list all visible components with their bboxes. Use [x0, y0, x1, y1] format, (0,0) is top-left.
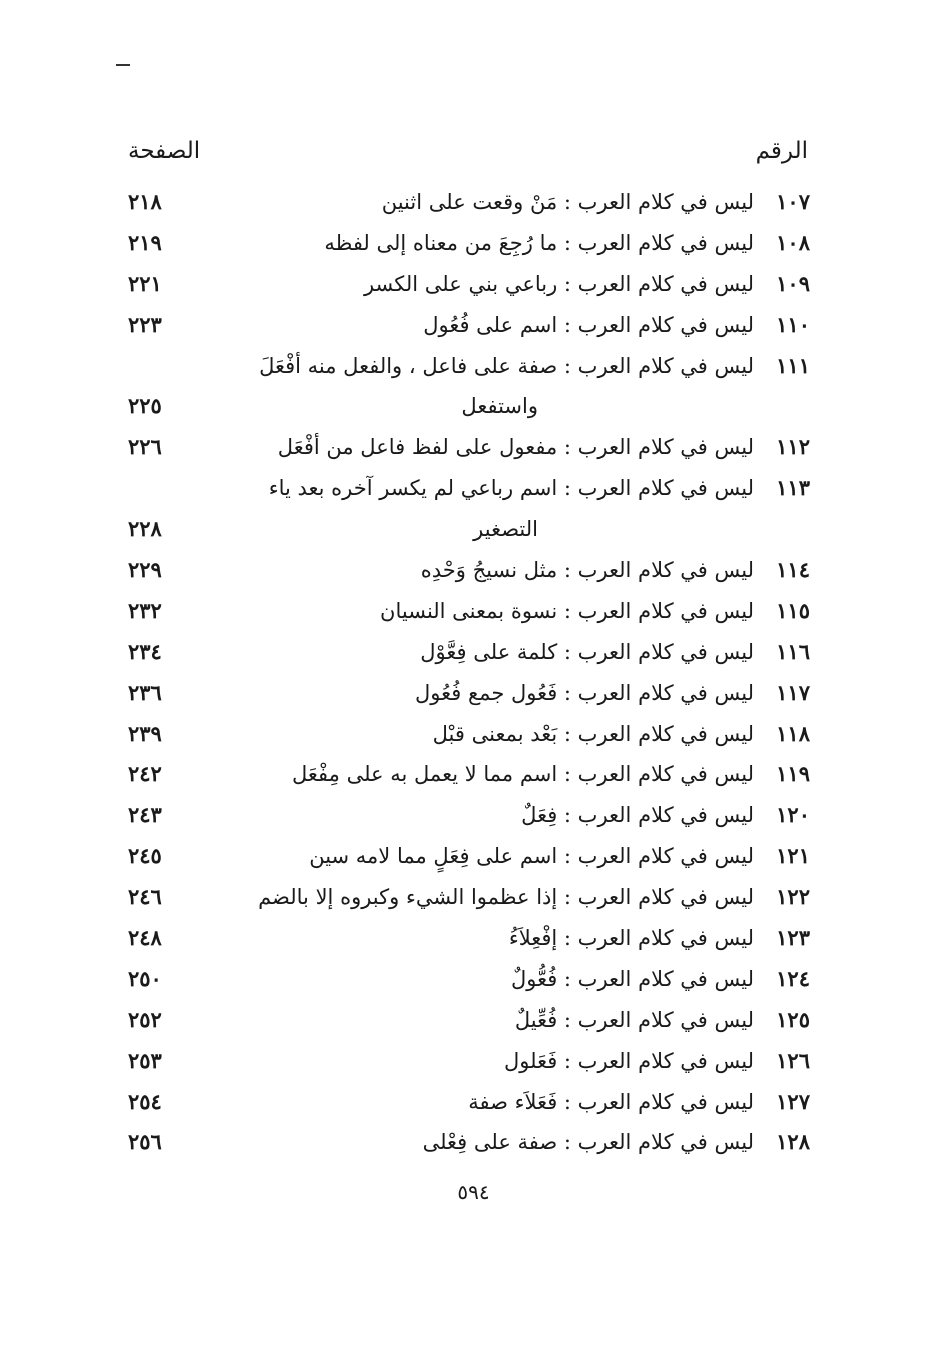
entry-title: ليس في كلام العرب : مثل نسيجُ وَحْدِه: [420, 558, 754, 583]
entry-number: ١٠٨: [776, 229, 810, 255]
table-row: [128, 1041, 810, 1082]
entry-number: ١١٤: [776, 557, 810, 583]
entry-number: ١١٣: [776, 475, 810, 501]
entry-page: ٢٥٢: [128, 1006, 162, 1032]
index-entries: [128, 182, 810, 1163]
entry-title: ليس في كلام العرب : فُعُّولٌ: [510, 966, 754, 991]
entry-title: ليس في كلام العرب : رباعي بني على الكسر: [363, 271, 754, 296]
table-row: [128, 386, 810, 427]
table-row: [128, 550, 810, 591]
entry-page: ٢٢٨: [128, 516, 162, 542]
entry-number: ١١٨: [776, 720, 810, 746]
entry-page: ٢٤٨: [128, 925, 162, 951]
entry-page: ٢٤٦: [128, 884, 162, 910]
entry-number: ١٠٧: [776, 189, 810, 214]
table-row: [128, 223, 810, 264]
entry-number: ١١٥: [776, 597, 810, 623]
table-row: [128, 673, 810, 714]
table-row: [128, 427, 810, 468]
entry-page: ٢٤٢: [128, 761, 162, 787]
entry-title: ليس في كلام العرب : فِعَلٌ: [521, 803, 754, 828]
entry-page: ٢٣٩: [128, 720, 162, 746]
entry-title: ليس في كلام العرب : مَنْ وقعت على اثنين: [381, 190, 754, 214]
entry-page: ٢٥٠: [128, 965, 162, 991]
page-number: ٥٩٤: [457, 1180, 490, 1204]
entry-title: ليس في كلام العرب : صفة على فاعل ، والفعل منه أفْعَلَ: [259, 353, 754, 378]
entry-number: ١٢٦: [776, 1047, 810, 1073]
table-row: [128, 182, 810, 223]
page-column-header: الصفحة: [128, 138, 201, 164]
entry-title: ليس في كلام العرب : كلمة على فِعَّوْل: [420, 639, 754, 664]
entry-title: ليس في كلام العرب : فُعِّيلٌ: [514, 1007, 754, 1032]
table-row: [128, 468, 810, 509]
table-row: [128, 795, 810, 836]
entry-page: ٢٤٣: [128, 802, 162, 828]
entry-title: ليس في كلام العرب : مفعول على لفظ فاعل من أفْعَل: [277, 435, 754, 460]
entry-title: ليس في كلام العرب : نسوة بمعنى النسيان: [380, 598, 754, 623]
entry-title: ليس في كلام العرب : اسم على فِعَلٍ مما لامه سين: [309, 844, 754, 869]
entry-page: ٢٢٩: [128, 557, 162, 583]
entry-number: ١٢٢: [776, 884, 810, 910]
entry-number: ١١٢: [776, 434, 810, 460]
entry-page: ٢٢١: [128, 270, 162, 296]
entry-number: ١٢٥: [776, 1006, 810, 1032]
table-row: [128, 836, 810, 877]
entry-number: ١١٧: [776, 679, 810, 705]
entry-page: ٢٥٤: [128, 1088, 162, 1114]
entry-number: ١٢٣: [776, 925, 810, 951]
top-margin-mark: [116, 64, 130, 66]
entry-number: ١١٦: [776, 638, 810, 664]
entry-title: ليس في كلام العرب : صفة على فِعْلى: [422, 1130, 754, 1155]
entry-number: ١٠٩: [776, 270, 810, 296]
entry-page: ٢٢٦: [128, 434, 162, 460]
table-row: [128, 1082, 810, 1123]
entry-title: واستفعل: [461, 394, 538, 419]
table-row: [128, 591, 810, 632]
table-row: [128, 305, 810, 346]
table-row: [128, 1000, 810, 1041]
entry-title: ليس في كلام العرب : فَعَلاَء صفة: [468, 1089, 754, 1114]
entry-title: ليس في كلام العرب : إذا عظموا الشيء وكبروه إلا بالضم: [258, 885, 754, 910]
entry-page: ٢٣٤: [128, 638, 162, 664]
table-row: [128, 877, 810, 918]
table-header: [128, 138, 808, 174]
entry-number: ١١٩: [776, 761, 810, 787]
table-row: [128, 509, 810, 550]
table-row: [128, 346, 810, 387]
entry-title: ليس في كلام العرب : فَعَلول: [504, 1048, 754, 1073]
table-row: [128, 918, 810, 959]
entry-page: ٢٤٥: [128, 843, 162, 869]
entry-page: ٢٣٦: [128, 679, 162, 705]
entry-number: ١٢٠: [776, 802, 810, 828]
entry-page: ٢٥٣: [128, 1047, 162, 1073]
table-row: [128, 264, 810, 305]
entry-title: ليس في كلام العرب : فَعُول جمع فُعُول: [415, 680, 754, 705]
number-column-header: الرقم: [755, 138, 808, 164]
entry-page: ٢٢٣: [128, 311, 162, 337]
entry-number: ١١١: [776, 352, 810, 378]
table-row: [128, 714, 810, 755]
entry-number: ١٢٨: [776, 1129, 810, 1155]
entry-title: ليس في كلام العرب : إفْعِلاَءُ: [508, 926, 754, 951]
entry-number: ١١٠: [776, 311, 810, 337]
entry-page: ٢١٨: [128, 189, 162, 214]
entry-page: ٢٣٢: [128, 597, 162, 623]
table-row: [128, 632, 810, 673]
entry-page: ٢٥٦: [128, 1129, 162, 1155]
entry-number: ١٢١: [776, 843, 810, 869]
entry-page: ٢٢٥: [128, 393, 162, 419]
entry-title: ليس في كلام العرب : ما رُجِعَ من معناه إلى لفظه: [324, 230, 754, 255]
entry-title: ليس في كلام العرب : اسم على فُعُول: [423, 312, 754, 337]
entry-title: التصغير: [473, 517, 538, 542]
entry-number: ١٢٧: [776, 1088, 810, 1114]
table-row: [128, 959, 810, 1000]
entry-title: ليس في كلام العرب : بَعْد بمعنى قبْل: [432, 721, 754, 746]
entry-title: ليس في كلام العرب : اسم رباعي لم يكسر آخره بعد ياء: [268, 476, 754, 501]
entry-number: ١٢٤: [776, 965, 810, 991]
table-row: [128, 1122, 810, 1163]
entry-title: ليس في كلام العرب : اسم مما لا يعمل به على مِفْعَل: [292, 762, 754, 787]
table-row: [128, 754, 810, 795]
entry-page: ٢١٩: [128, 229, 162, 255]
